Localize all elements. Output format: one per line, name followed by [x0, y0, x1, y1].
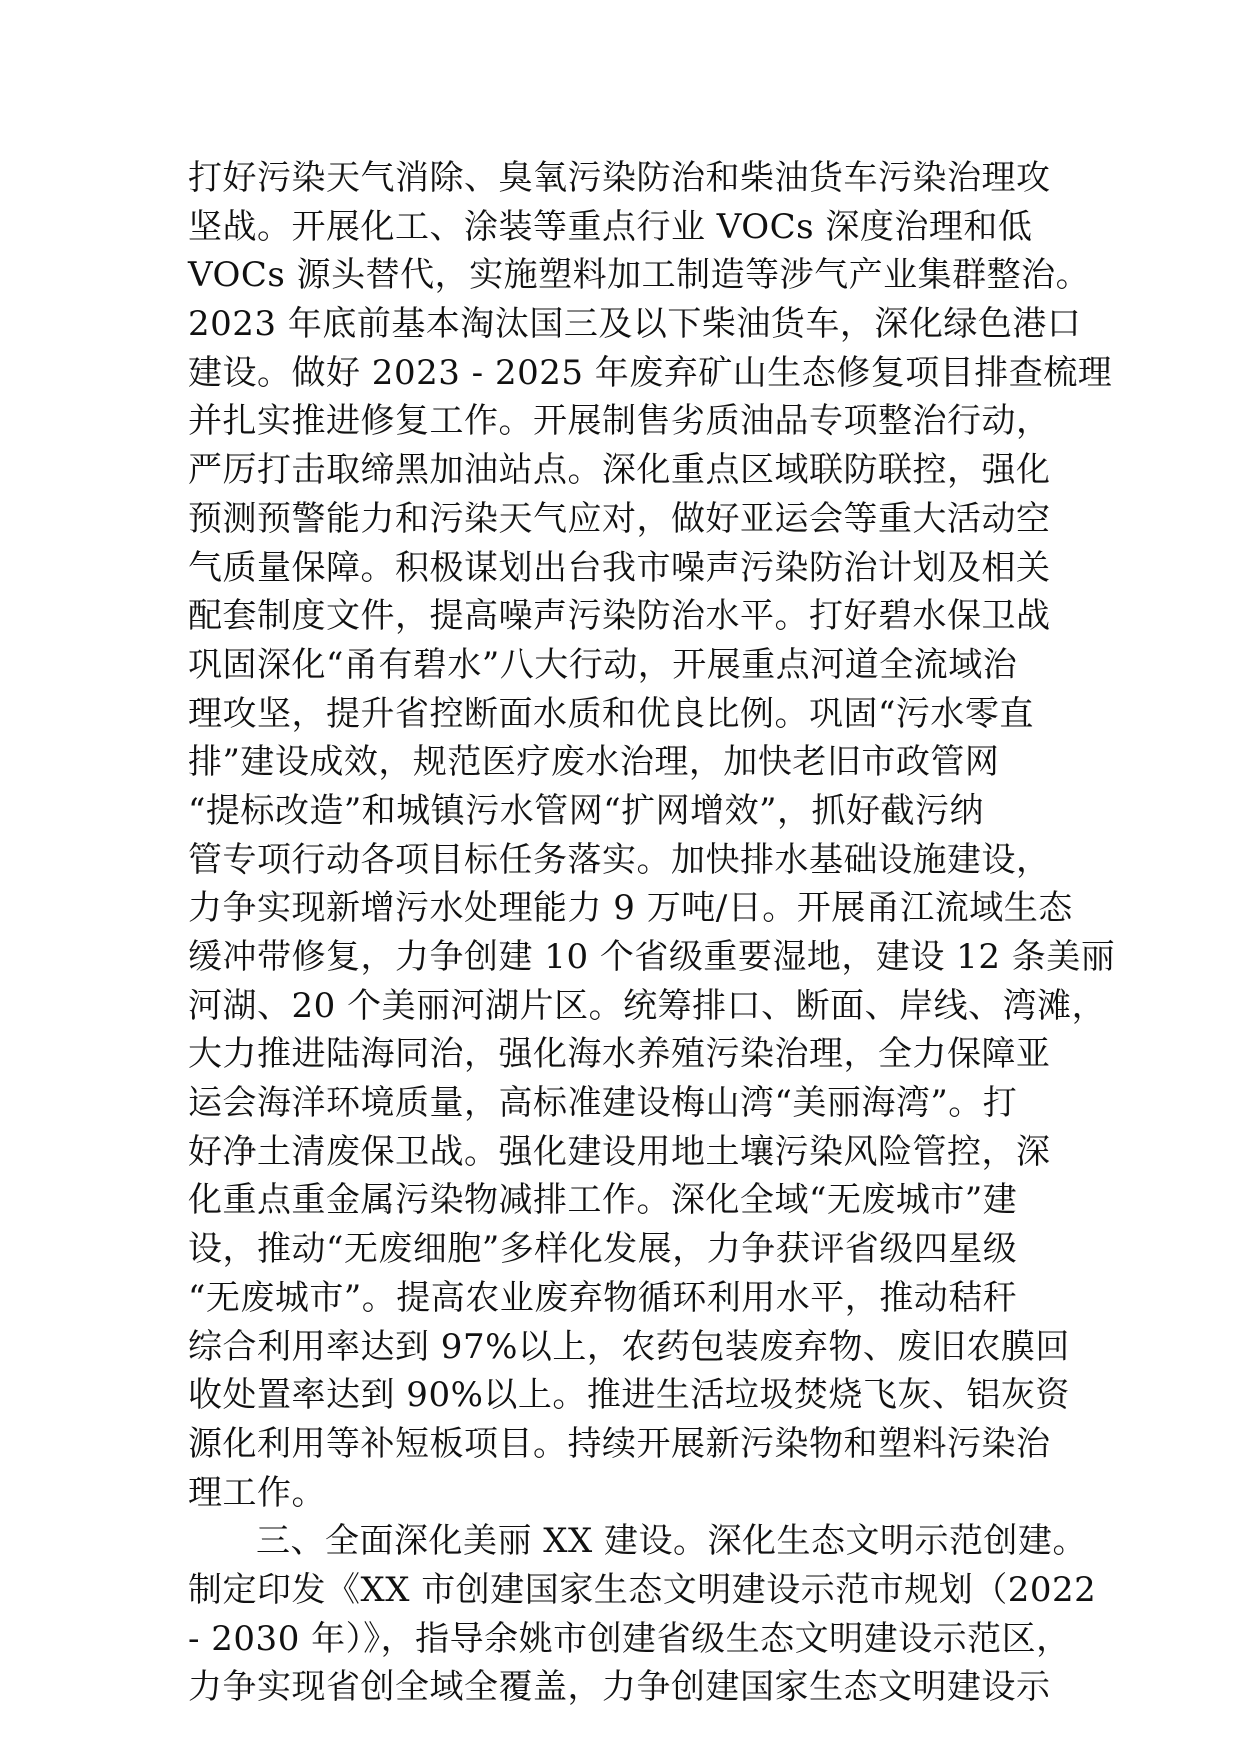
- text-line: - 2030 年）》，指导余姚市创建省级生态文明建设示范区，: [188, 1618, 1071, 1659]
- text-line: 运会海洋环境质量，高标准建设梅山湾“美丽海湾”。打: [188, 1083, 1018, 1124]
- text-line: 缓冲带修复，力争创建 10 个省级重要湿地，建设 12 条美丽: [188, 937, 1116, 977]
- text-line: 源化利用等补短板项目。持续开展新污染物和塑料污染治: [188, 1423, 1051, 1464]
- text-line: “无废城市”。提高农业废弃物循环利用水平，推动秸秆: [188, 1277, 1018, 1318]
- text-line: 设，推动“无废细胞”多样化发展，力争获评省级四星级: [188, 1229, 1018, 1270]
- text-line: 管专项行动各项目标任务落实。加快排水基础设施建设，: [188, 839, 1051, 880]
- text-line: 2023 年底前基本淘汰国三及以下柴油货车，深化绿色港口: [188, 304, 1082, 345]
- text-line: 大力推进陆海同治，强化海水养殖污染治理，全力保障亚: [188, 1034, 1051, 1075]
- text-line: 力争实现新增污水处理能力 9 万吨/日。开展甬江流域生态: [188, 888, 1073, 929]
- text-line: 气质量保障。积极谋划出台我市噪声污染防治计划及相关: [188, 547, 1051, 588]
- text-line: 打好污染天气消除、臭氧污染防治和柴油货车污染治理攻: [188, 158, 1051, 198]
- text-line: 理攻坚，提升省控断面水质和优良比例。巩固“污水零直: [188, 693, 1034, 734]
- text-line: 坚战。开展化工、涂装等重点行业 VOCs 深度治理和低: [188, 206, 1033, 247]
- text-line: 化重点重金属污染物减排工作。深化全域“无废城市”建: [188, 1180, 1018, 1221]
- text-line: 河湖、20 个美丽河湖片区。统筹排口、断面、岸线、湾滩，: [188, 985, 1107, 1026]
- text-line: 严厉打击取缔黑加油站点。深化重点区域联防联控，强化: [188, 450, 1051, 491]
- body-text: [188, 154, 1116, 1712]
- text-line: “提标改造”和城镇污水管网“扩网增效”，抓好截污纳: [188, 790, 985, 831]
- text-line: 理工作。: [188, 1472, 326, 1513]
- section-heading-line: 三、全面深化美丽 XX 建设。深化生态文明示范创建。: [256, 1521, 1088, 1562]
- text-line: 预测预警能力和污染天气应对，做好亚运会等重大活动空: [188, 498, 1051, 539]
- text-line: 收处置率达到 90%以上。推进生活垃圾焚烧飞灰、铝灰资: [188, 1375, 1070, 1416]
- text-line: 配套制度文件，提高噪声污染防治水平。打好碧水保卫战: [188, 596, 1051, 637]
- text-line: 好净土清废保卫战。强化建设用地土壤污染风险管控，深: [188, 1131, 1051, 1172]
- text-line: 巩固深化“甬有碧水”八大行动，开展重点河道全流域治: [188, 644, 1018, 685]
- text-line: 建设。做好 2023 - 2025 年废弃矿山生态修复项目排查梳理: [188, 352, 1113, 393]
- text-line: 综合利用率达到 97%以上，农药包装废弃物、废旧农膜回: [188, 1326, 1070, 1367]
- text-line: 力争实现省创全域全覆盖，力争创建国家生态文明建设示: [188, 1667, 1051, 1708]
- text-line: 制定印发《XX 市创建国家生态文明建设示范市规划（2022: [188, 1569, 1097, 1610]
- text-line: VOCs 源头替代，实施塑料加工制造等涉气产业集群整治。: [188, 255, 1091, 296]
- text-line: 并扎实推进修复工作。开展制售劣质油品专项整治行动，: [188, 401, 1051, 442]
- text-line: 排”建设成效，规范医疗废水治理，加快老旧市政管网: [188, 742, 1000, 783]
